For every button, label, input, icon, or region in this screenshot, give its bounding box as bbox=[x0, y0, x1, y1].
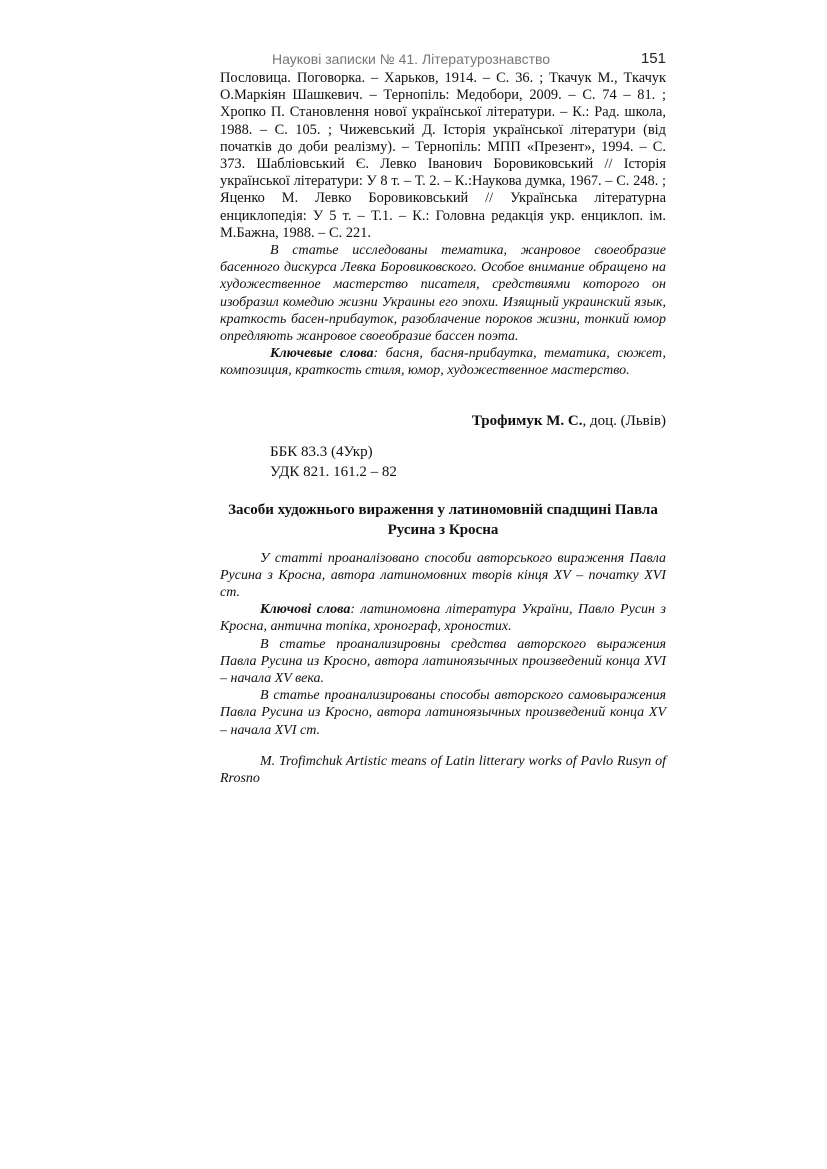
previous-keywords-label: Ключевые слова bbox=[270, 346, 374, 362]
article-title: Засоби художнього вираження у латиномовній спадщині Павла Русина з Кросна bbox=[228, 501, 658, 538]
udk-code: УДК 821. 161.2 – 82 bbox=[270, 463, 397, 480]
running-header bbox=[220, 48, 666, 70]
page-number: 151 bbox=[640, 50, 666, 67]
classification-codes bbox=[270, 442, 666, 482]
bbk-code: ББК 83.3 (4Укр) bbox=[270, 443, 373, 460]
previous-abstract-ru: В статье исследованы тематика, жанровое своеобразие басенного дискурса Левка Боровиковского. Особое внимание обращено на художественное мастерство писателя, средствиями которого он изобразил комедию жизни Украины его эпохи. Изящный украинский язык, краткость басен-прибауток, разоблачение пороков жизни, тонкий юмор опредляють жанровое своеобразие бассен поэта. bbox=[220, 243, 666, 345]
references-paragraph: Пословица. Поговорка. – Харьков, 1914. – С. 36. ; Ткачук М., Ткачук О.Маркіян Шашкевич. – Тернопіль: Медобори, 2009. – С. 74 – 81. ; Хропко П. Становлення нової української літератури. – К.: Рад. школа, 1988. – С. 105. ; Чижевський Д. Історія української літератури (від початків до доби реалізму). – Тернопіль: МПП «Презент», 1994. – С. 373. Шабліовський Є. Левко Іванович Боровиковський // Історія української літератури: У 8 т. – Т. 2. – К.:Наукова думка, 1967. – С. 248. ; Яценко М. Левко Боровиковський // Українська літературна енциклопедія: У 5 т. – Т.1. – К.: Головна редакція укр. енциклоп. ім. М.Бажна, 1988. – С. 221. bbox=[220, 70, 666, 241]
previous-keywords bbox=[220, 345, 666, 379]
keywords-uk bbox=[220, 601, 666, 635]
abstract-ru-1: В статье проанализировны средства авторского выражения Павла Русина из Кросно, автора латиноязычных произведений конца XVI – начала XV века. bbox=[220, 636, 666, 687]
journal-title: Наукові записки № 41. Літературознавство bbox=[272, 51, 551, 67]
author-name: Трофимук М. С. bbox=[471, 412, 583, 429]
keywords-uk-label: Ключові слова bbox=[260, 602, 351, 618]
author-affiliation: , доц. (Львів) bbox=[582, 412, 666, 429]
english-title: M. Trofimchuk Artistic means of Latin litterary works of Pavlo Rusyn of Rrosno bbox=[220, 753, 666, 787]
abstract-uk: У статті проаналізовано способи авторського вираження Павла Русина з Кросна, автора латиномовних творів кінця XV – початку XVI ст. bbox=[220, 550, 666, 601]
page bbox=[220, 48, 666, 787]
previous-keywords-text: : басня, басня-прибаутка, тематика, сюжет, композиция, краткость стиля, юмор, художественное мастерство. bbox=[220, 346, 666, 379]
keywords-uk-text: : латиномовна література України, Павло Русин з Кросна, антична топіка, хронограф, хроностих. bbox=[220, 602, 666, 635]
author-line bbox=[220, 412, 666, 430]
abstract-ru-2: В статье проанализированы способы авторского самовыражения Павла Русина из Кросно, автора латиноязычных произведений конца XV – начала XVI ст. bbox=[220, 688, 666, 738]
